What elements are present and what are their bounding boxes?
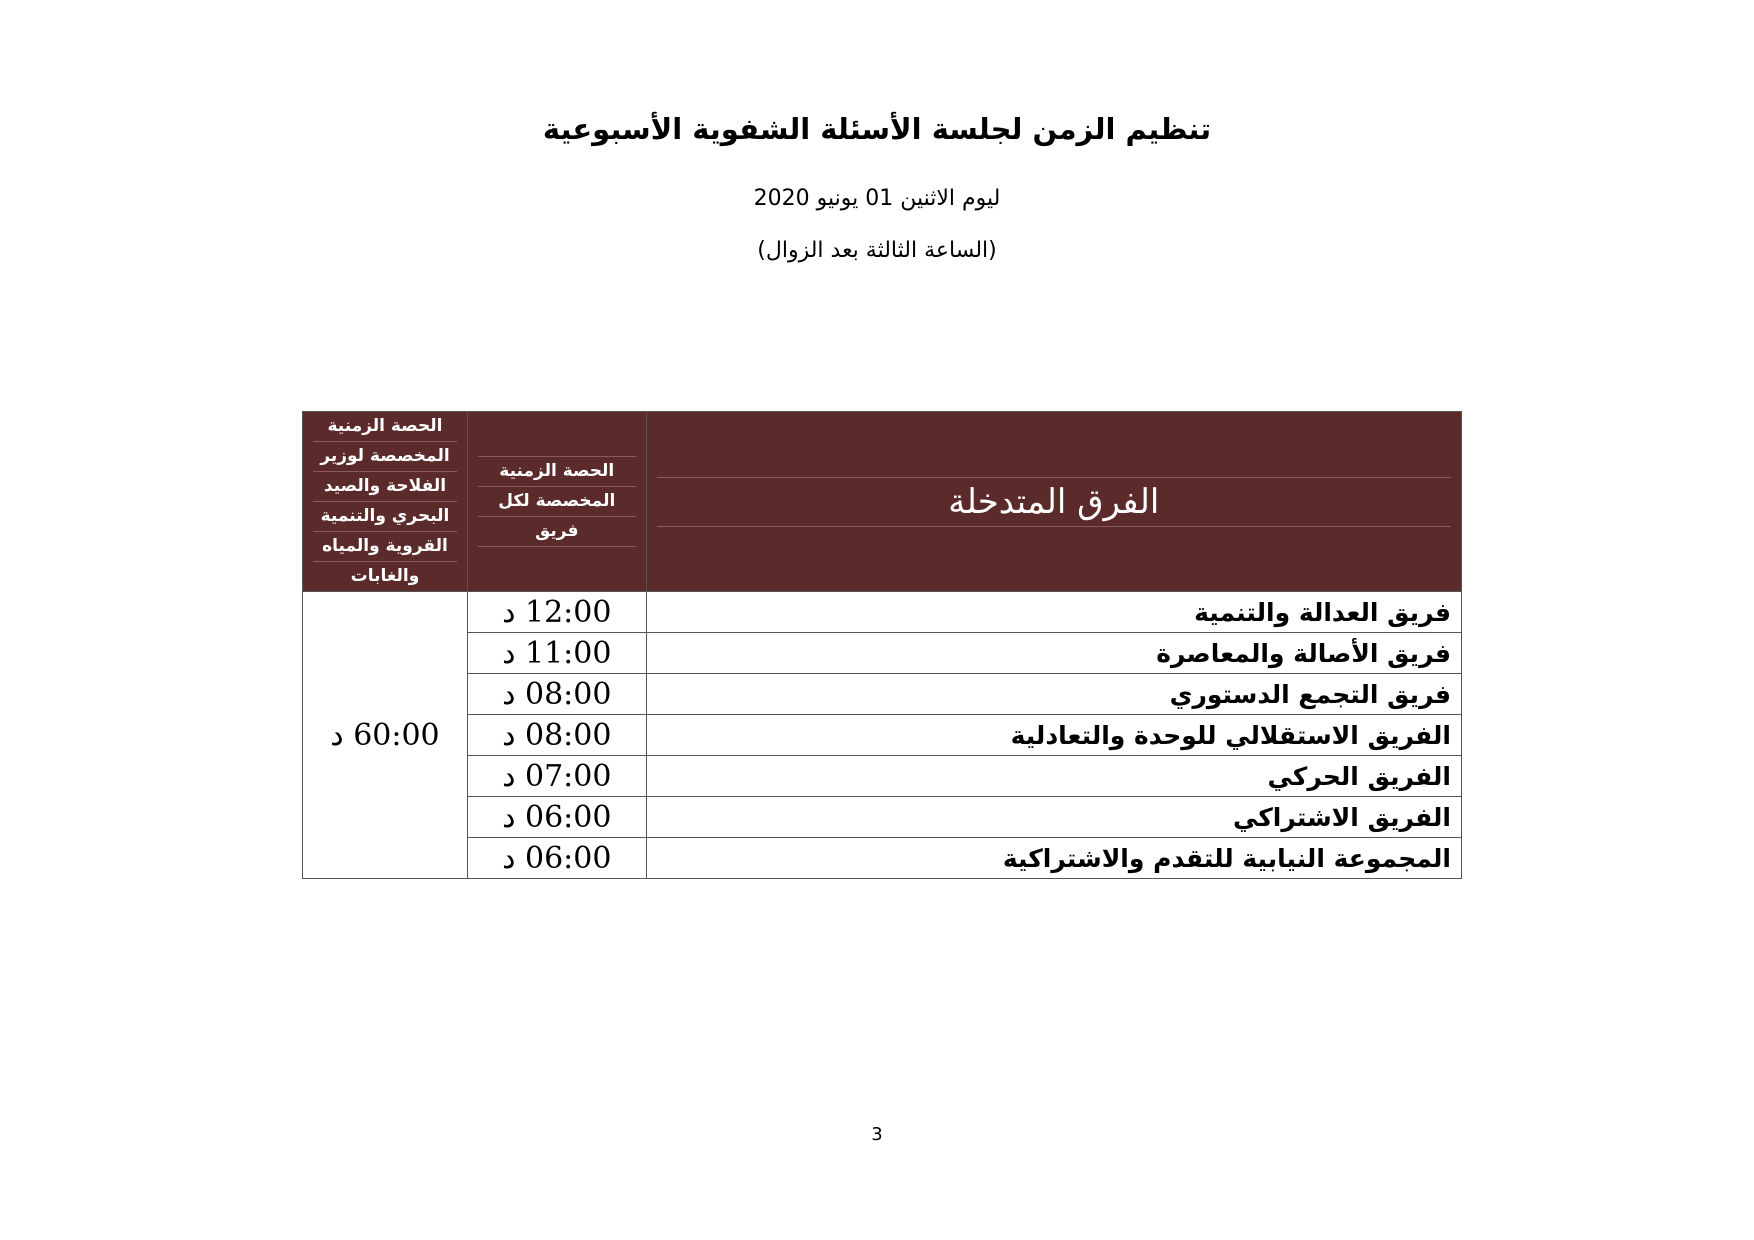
header-minister-time-line: المخصصة لوزير (313, 442, 457, 472)
session-time: (الساعة الثالثة بعد الزوال) (757, 238, 997, 263)
header-minister-time (303, 412, 468, 592)
team-time: 08:00 د (467, 674, 646, 715)
team-name: الفريق الحركي (646, 756, 1461, 797)
table-row (303, 592, 1462, 633)
header-team-time-line: المخصصة لكل (478, 487, 636, 517)
page-number: 3 (871, 1124, 883, 1145)
team-time: 12:00 د (467, 592, 646, 633)
table-row (303, 797, 1462, 838)
header-minister-time-line: الفلاحة والصيد (313, 472, 457, 502)
table-row (303, 674, 1462, 715)
table-row (303, 756, 1462, 797)
table-row (303, 715, 1462, 756)
header-team-time-line: فريق (478, 517, 636, 547)
minister-time: 60:00 د (303, 592, 468, 879)
header-team-time-label (478, 456, 636, 547)
header-minister-time-line: الحصة الزمنية (313, 412, 457, 442)
team-time: 08:00 د (467, 715, 646, 756)
page-title: تنظيم الزمن لجلسة الأسئلة الشفوية الأسبوعية (542, 112, 1212, 146)
team-name: فريق العدالة والتنمية (646, 592, 1461, 633)
team-name: المجموعة النيابية للتقدم والاشتراكية (646, 838, 1461, 879)
header-teams (646, 412, 1461, 592)
team-name: فريق الأصالة والمعاصرة (646, 633, 1461, 674)
team-time: 06:00 د (467, 797, 646, 838)
header-minister-time-label (313, 412, 457, 591)
header-team-time-line: الحصة الزمنية (478, 456, 636, 487)
header-teams-label: الفرق المتدخلة (657, 477, 1451, 527)
session-date: ليوم الاثنين 01 يونيو 2020 (753, 186, 1001, 211)
team-name: الفريق الاستقلالي للوحدة والتعادلية (646, 715, 1461, 756)
header-minister-time-line: القروية والمياه (313, 532, 457, 562)
header-minister-time-line: والغابات (350, 566, 420, 586)
table-row (303, 838, 1462, 879)
team-time: 11:00 د (467, 633, 646, 674)
header-minister-time-line: البحري والتنمية (313, 502, 457, 532)
table-row (303, 633, 1462, 674)
table-header-row (303, 412, 1462, 592)
team-name: الفريق الاشتراكي (646, 797, 1461, 838)
team-name: فريق التجمع الدستوري (646, 674, 1461, 715)
team-time: 07:00 د (467, 756, 646, 797)
time-allocation-table (302, 411, 1462, 879)
team-time: 06:00 د (467, 838, 646, 879)
header-team-time (467, 412, 646, 592)
